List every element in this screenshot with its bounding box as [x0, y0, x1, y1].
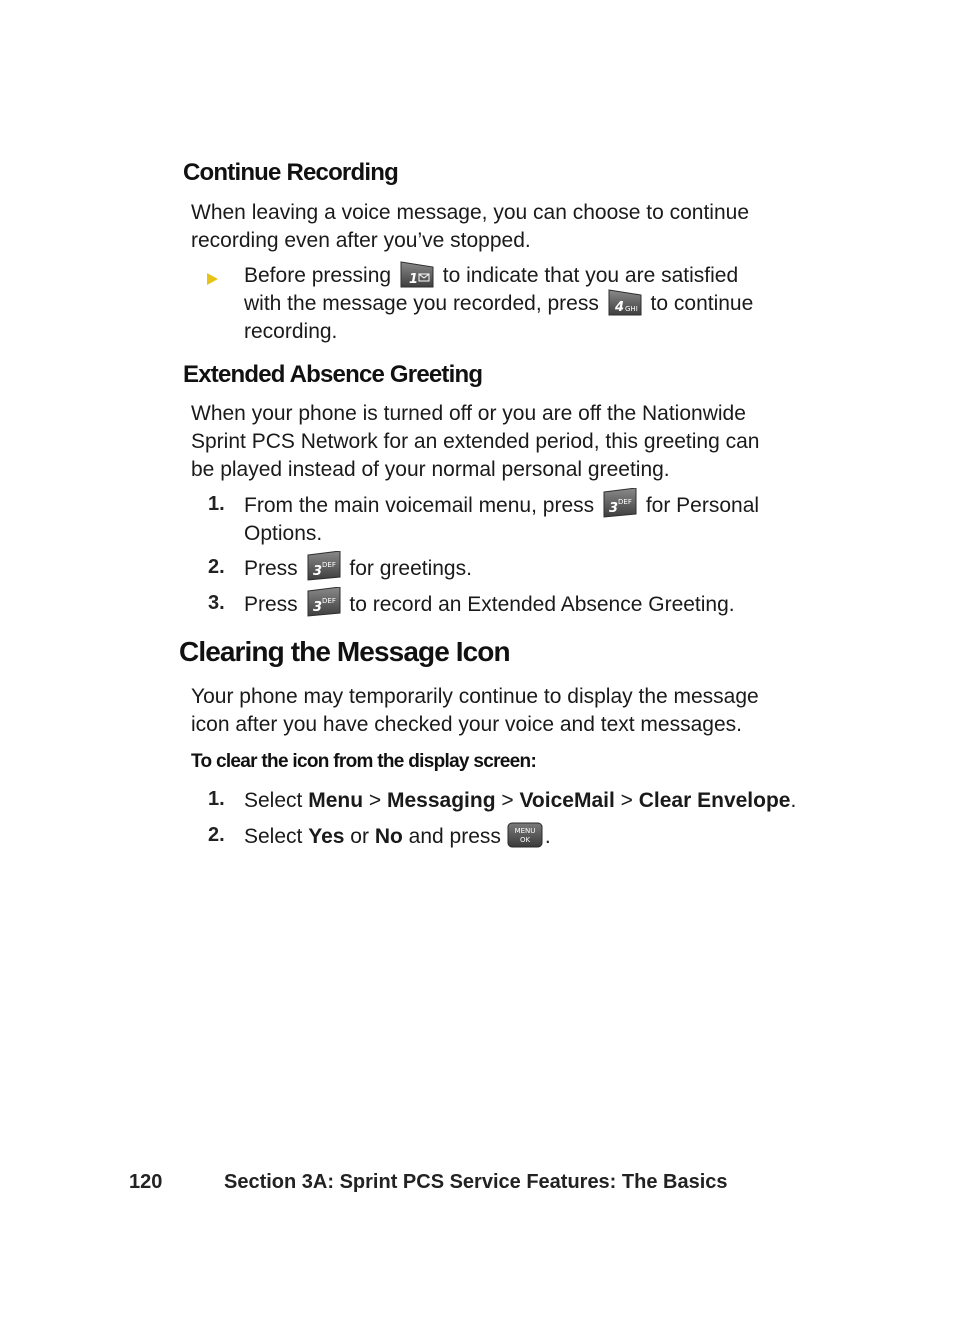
bullet-continue-recording [244, 262, 753, 346]
paragraph-extended-absence [191, 400, 759, 484]
menu-ok-key-icon [507, 822, 543, 848]
paragraph-continue-recording [191, 199, 749, 255]
step-text [244, 787, 796, 815]
paragraph-line: Sprint PCS Network for an extended period, this greeting can [191, 430, 760, 453]
menu-path-menu: Menu [308, 789, 364, 812]
paragraph-line: When your phone is turned off or you are off the Nationwide [191, 402, 746, 425]
procedure-subheading: To clear the icon from the display screen: [191, 751, 537, 772]
bullet-text: to continue [650, 292, 754, 315]
bullet-text: with the message you recorded, press [244, 292, 599, 315]
menu-path-clear-envelope: Clear Envelope [638, 789, 791, 812]
step-number: 2. [208, 824, 225, 846]
step-text-part: and press [408, 825, 501, 848]
step-text-part: for greetings. [349, 557, 472, 580]
key-letters: DEF [321, 597, 336, 606]
paragraph-line: be played instead of your normal personal greeting. [191, 458, 670, 481]
step-text-part: Press [244, 593, 298, 616]
menu-path-separator: > [620, 789, 633, 812]
bullet-arrow-icon [207, 273, 218, 285]
key-3-def-icon [602, 488, 638, 518]
menu-path-voicemail: VoiceMail [519, 789, 615, 812]
key-digit: 3 [608, 501, 619, 517]
key-1-envelope-icon [399, 258, 435, 288]
step-text [244, 555, 472, 583]
heading-continue-recording: Continue Recording [183, 159, 398, 186]
heading-extended-absence-greeting: Extended Absence Greeting [183, 361, 483, 388]
key-letters: DEF [617, 498, 632, 507]
step-number: 1. [208, 788, 225, 810]
step-text-part: or [350, 825, 369, 848]
key-4-ghi-icon [607, 286, 643, 316]
step-number: 1. [208, 493, 225, 515]
paragraph-line: recording even after you’ve stopped. [191, 229, 531, 252]
key-letters: DEF [321, 561, 336, 570]
step-text [244, 591, 735, 619]
paragraph-line: icon after you have checked your voice and text messages. [191, 713, 742, 736]
option-yes: Yes [308, 825, 345, 848]
key-3-def-icon [306, 587, 342, 617]
bullet-text: Before pressing [244, 264, 392, 287]
paragraph-clearing-icon [191, 683, 759, 739]
step-number: 3. [208, 592, 225, 614]
step-text-part: to record an Extended Absence Greeting. [349, 593, 735, 616]
key-digit: 3 [312, 564, 322, 580]
menu-path-messaging: Messaging [387, 789, 496, 812]
step-text [244, 492, 759, 548]
page-number: 120 [129, 1171, 163, 1193]
paragraph-line: Your phone may temporarily continue to display the message [191, 685, 759, 708]
option-no: No [374, 825, 403, 848]
menu-path-separator: > [501, 789, 514, 812]
key-digit: 3 [312, 600, 322, 616]
section-title: Section 3A: Sprint PCS Service Features: The Basics [224, 1171, 728, 1193]
step-number: 2. [208, 556, 225, 578]
key-digit: 4 [614, 300, 624, 316]
step-text-part: From the main voicemail menu, press [244, 494, 595, 517]
step-text-part: . [790, 789, 797, 812]
step-text-part: . [544, 825, 551, 848]
key-label-top: MENU [514, 827, 536, 836]
heading-clearing-message-icon: Clearing the Message Icon [179, 636, 510, 667]
bullet-text: to indicate that you are satisfied [442, 264, 739, 287]
key-label-bottom: OK [519, 836, 530, 845]
key-3-def-icon [306, 551, 342, 581]
step-text-part: Press [244, 557, 298, 580]
menu-path-separator: > [368, 789, 382, 812]
bullet-text: recording. [244, 320, 338, 343]
step-text [244, 823, 551, 851]
key-digit: 1 [408, 272, 418, 288]
step-text-part: for Personal [645, 494, 760, 517]
paragraph-line: When leaving a voice message, you can choose to continue [191, 201, 750, 224]
step-text-part: Select [244, 789, 303, 812]
step-text-part: Options. [244, 522, 323, 545]
step-text-part: Select [244, 825, 303, 848]
key-letters: GHI [624, 305, 638, 314]
